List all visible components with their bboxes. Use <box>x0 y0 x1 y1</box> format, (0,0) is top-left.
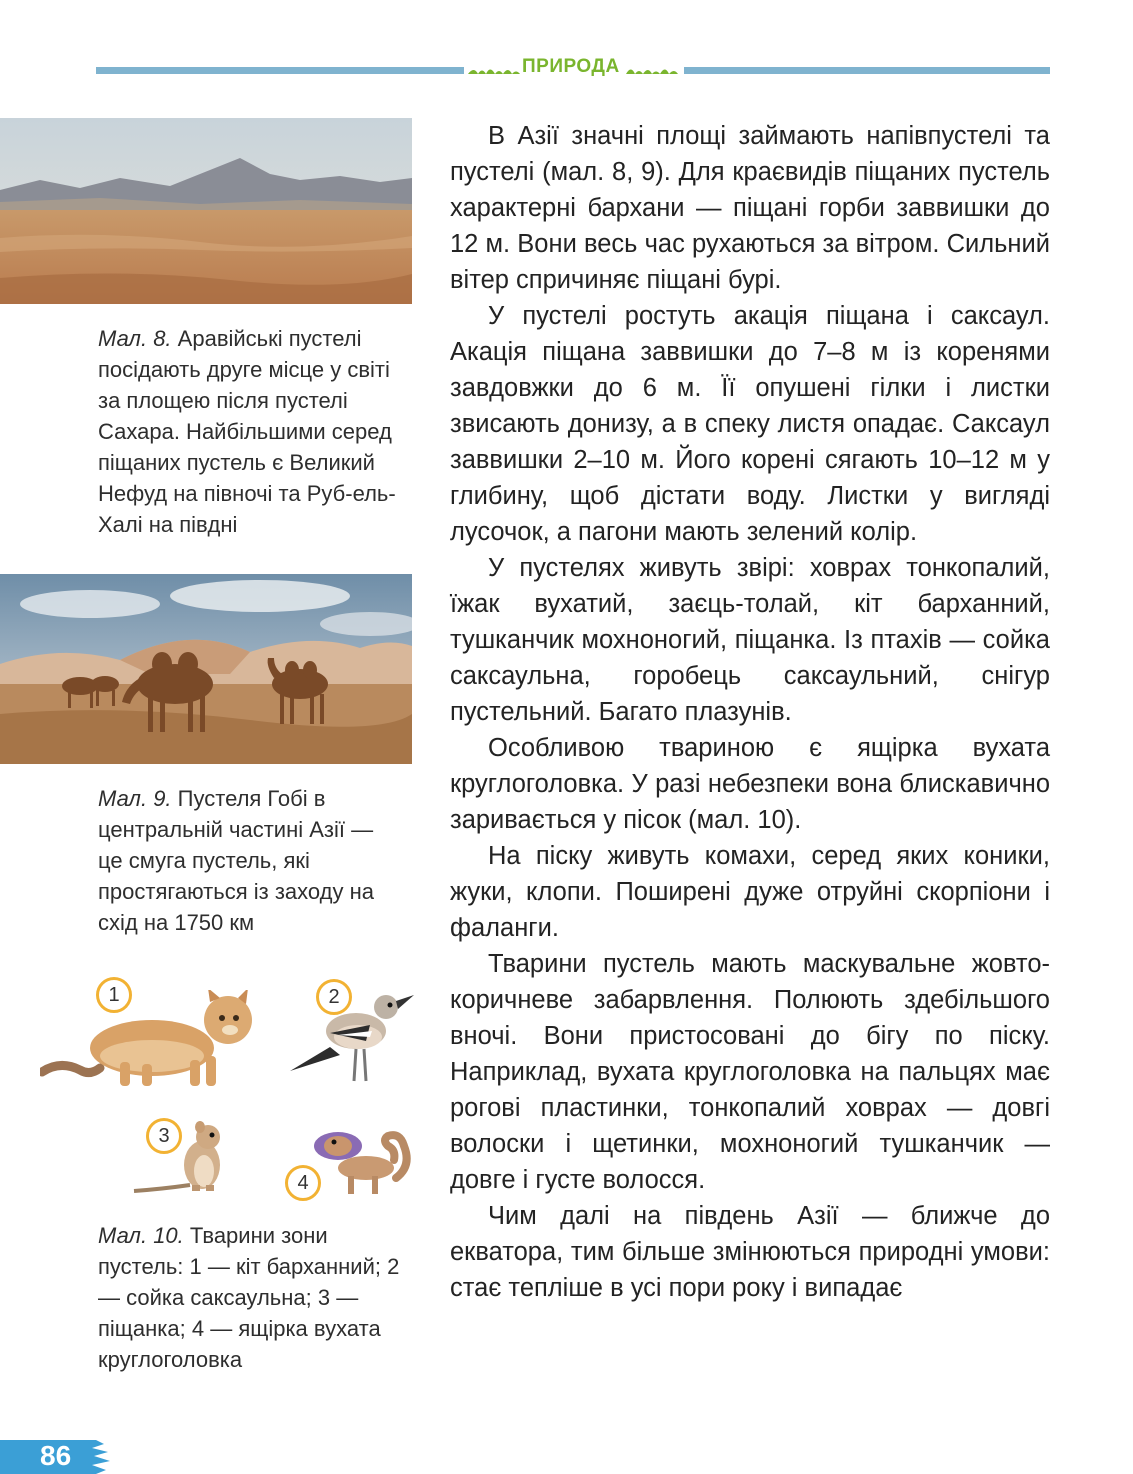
figure-10-label: Мал. 10. <box>98 1223 184 1248</box>
sand-cat-image <box>40 990 260 1090</box>
figure-8-caption <box>98 323 418 540</box>
figure-9-caption <box>98 783 398 938</box>
paragraph-1: В Азії значні площі займають напівпустелі та пустелі (мал. 8, 9). Для краєвидів піщаних пустель характерні бархани — піщані горби заввишки до 12 м. Вони весь час рухаються за вітром. Сильний вітер спричиняє піщані бурі. <box>450 122 1050 294</box>
badge-1: 1 <box>96 977 132 1013</box>
paragraph-2: У пустелі ростуть акація піщана і саксаул. Акація піщана заввишки до 7–8 м із коренями завдовжки до 6 м. Її опушені гілки і листки звисають донизу, а в спеку листя опадає. Саксаул заввишки 2–10 м. Його корені сягають 10–12 м у глибину, щоб дістати воду. Листки у вигляді лусочок, а пагони мають зелений колір. <box>450 302 1050 546</box>
header-rule-right <box>684 67 1050 74</box>
figure-10-caption <box>98 1220 418 1375</box>
paragraph-4: Особливою твариною є ящірка вухата круглоголовка. У разі небезпеки вона блискавично заривається у пісок (мал. 10). <box>450 734 1050 834</box>
arabian-desert-photo <box>0 118 412 304</box>
section-header <box>464 56 684 84</box>
figure-9-label: Мал. 9. <box>98 786 172 811</box>
section-title: ПРИРОДА <box>522 56 620 77</box>
grass-ornament-left-icon <box>468 64 520 76</box>
badge-3: 3 <box>146 1118 182 1154</box>
main-text-column <box>450 118 1050 1306</box>
figure-9-text: Пустеля Гобі в центральній частині Азії — це смуга пустель, які простягаються із заходу на схід на 1750 км <box>98 786 374 935</box>
saxaul-jay-image <box>290 985 415 1095</box>
page-number: 86 <box>40 1440 72 1471</box>
figure-8-label: Мал. 8. <box>98 326 172 351</box>
paragraph-5: На піску живуть комахи, серед яких коники, жуки, клопи. Поширені дуже отруйні скорпіони і фаланги. <box>450 842 1050 942</box>
figure-10-text: Тварини зони пустель: 1 — кіт барханний; 2 — сойка саксаульна; 3 — піщанка; 4 — ящірка вухата круглоголовка <box>98 1223 400 1372</box>
paragraph-7: Чим далі на південь Азії — ближче до екватора, тим більше змінюються природні умови: стає тепліше в усі пори року і випадає <box>450 1202 1050 1302</box>
paragraph-6: Тварини пустель мають маскувальне жовто-коричневе забарвлення. Полюють здебільшого вночі. Вони пристосовані до бігу по піску. Наприклад, вухата круглоголовка на пальцях має рогові пластинки, тонкопалий ховрах — довгі волоски і щетинки, мохноногий тушканчик — довге і густе волосся. <box>450 950 1050 1194</box>
grass-ornament-right-icon <box>626 64 682 76</box>
badge-2: 2 <box>316 979 352 1015</box>
gobi-camels-photo <box>0 574 412 764</box>
toad-headed-agama-image <box>308 1106 418 1198</box>
header-rule-left <box>96 67 464 74</box>
figure-8-text: Аравійські пустелі посідають друге місце у світі за площею після пустелі Сахара. Найбільшими серед піщаних пустель є Великий Нефуд на півночі та Руб-ель-Халі на півдні <box>98 326 396 537</box>
badge-4: 4 <box>285 1165 321 1201</box>
paragraph-3: У пустелях живуть звірі: ховрах тонкопалий, їжак вухатий, заєць-толай, кіт барханний, тушканчик мохноногий, піщанка. Із птахів — сойка саксаульна, горобець саксаульний, снігур пустельний. Багато плазунів. <box>450 554 1050 726</box>
